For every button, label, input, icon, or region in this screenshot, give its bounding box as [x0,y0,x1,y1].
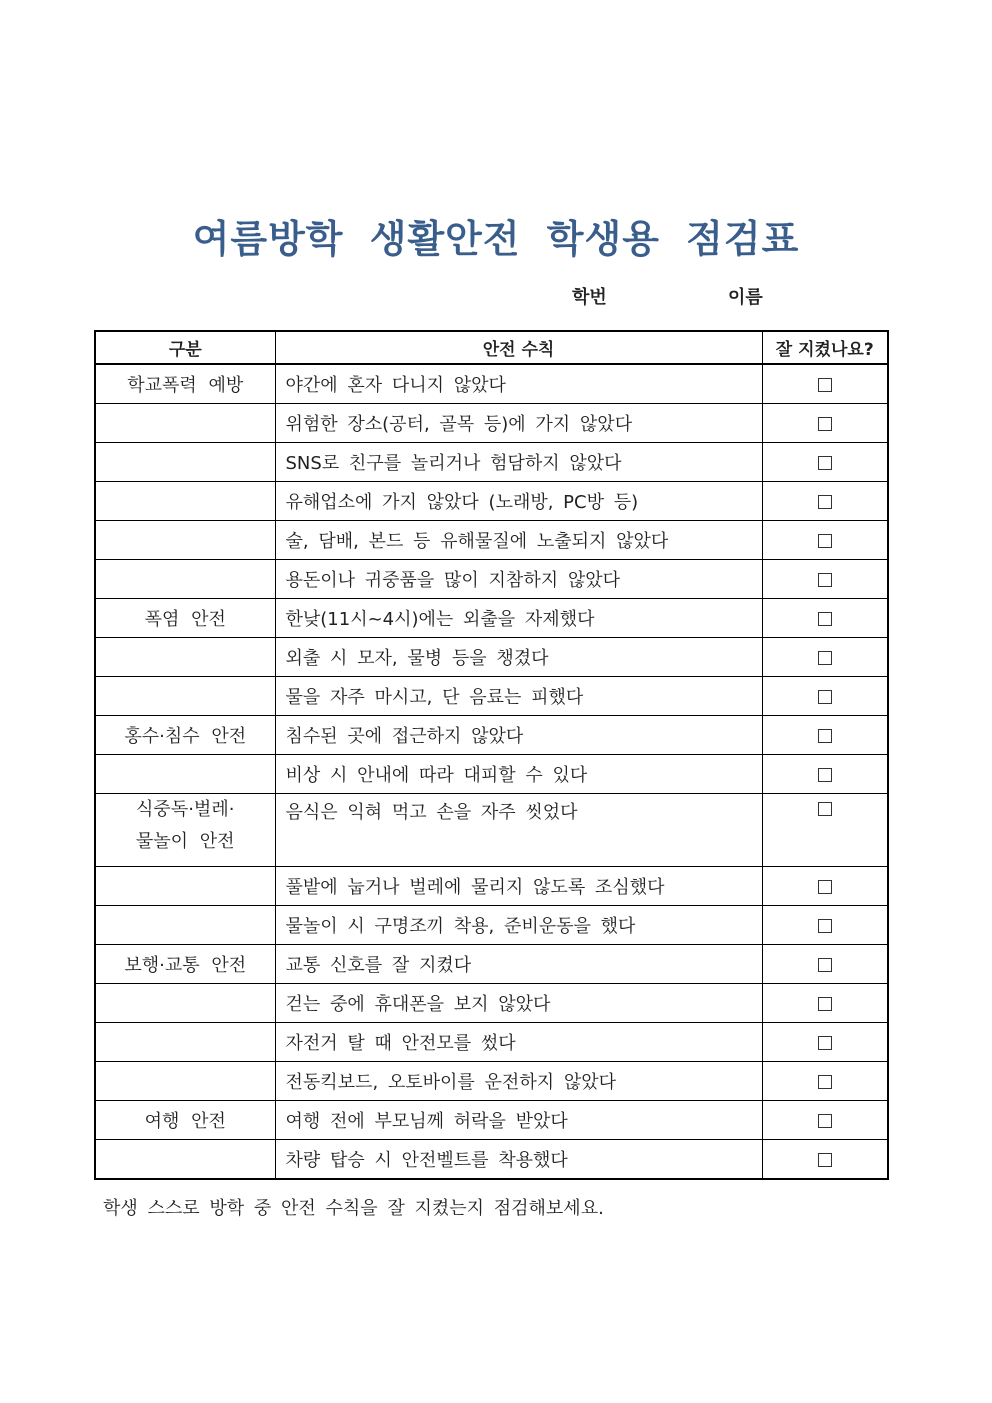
category-cell [95,638,275,677]
category-cell: 학교폭력 예방 [95,364,275,404]
category-cell: 보행·교통 안전 [95,945,275,984]
rule-cell: 물놀이 시 구명조끼 착용, 준비운동을 했다 [275,906,762,945]
rule-cell: 자전거 탈 때 안전모를 썼다 [275,1023,762,1062]
checkbox[interactable] [818,651,832,665]
category-cell [95,794,275,867]
rule-cell: 차량 탑승 시 안전벨트를 착용했다 [275,1140,762,1180]
check-cell [762,1023,888,1062]
check-cell [762,677,888,716]
student-name-label: 이름 [728,287,763,308]
table-row [95,638,888,677]
checkbox[interactable] [818,768,832,782]
rule-cell: 풀밭에 눕거나 벌레에 물리지 않도록 조심했다 [275,867,762,906]
checkbox[interactable] [818,495,832,509]
checkbox[interactable] [818,456,832,470]
checkbox[interactable] [818,573,832,587]
category-cell [95,984,275,1023]
category-cell [95,867,275,906]
rule-cell: 야간에 혼자 다니지 않았다 [275,364,762,404]
rule-cell: 술, 담배, 본드 등 유해물질에 노출되지 않았다 [275,521,762,560]
category-cell: 여행 안전 [95,1101,275,1140]
check-cell [762,794,888,867]
checkbox[interactable] [818,919,832,933]
rule-cell: 여행 전에 부모님께 허락을 받았다 [275,1101,762,1140]
table-row [95,599,888,638]
checkbox[interactable] [818,729,832,743]
category-cell [95,443,275,482]
table-row [95,1140,888,1180]
check-cell [762,945,888,984]
checkbox[interactable] [818,690,832,704]
table-row [95,867,888,906]
rule-cell: 비상 시 안내에 따라 대피할 수 있다 [275,755,762,794]
table-row [95,482,888,521]
rule-cell: 전동킥보드, 오토바이를 운전하지 않았다 [275,1062,762,1101]
rule-cell: 용돈이나 귀중품을 많이 지참하지 않았다 [275,560,762,599]
rule-cell: 음식은 익혀 먹고 손을 자주 씻었다 [275,794,762,867]
safety-checklist-table [94,330,889,1180]
checkbox[interactable] [818,958,832,972]
check-cell [762,1062,888,1101]
check-cell [762,984,888,1023]
table-row [95,677,888,716]
table-row [95,755,888,794]
table-header-row [95,331,888,364]
check-cell [762,443,888,482]
check-cell [762,867,888,906]
table-row [95,1023,888,1062]
category-cell [95,1062,275,1101]
checkbox[interactable] [818,1114,832,1128]
header-category: 구분 [95,331,275,364]
checkbox[interactable] [818,1075,832,1089]
category-cell [95,1023,275,1062]
category-cell [95,677,275,716]
check-cell [762,404,888,443]
table-row [95,521,888,560]
table-row [95,560,888,599]
checkbox[interactable] [818,880,832,894]
check-cell [762,560,888,599]
check-cell [762,482,888,521]
rule-cell: 위험한 장소(공터, 골목 등)에 가지 않았다 [275,404,762,443]
rule-cell: 외출 시 모자, 물병 등을 챙겼다 [275,638,762,677]
page-title: 여름방학 생활안전 학생용 점검표 [192,217,800,261]
category-cell: 폭염 안전 [95,599,275,638]
table-row [95,364,888,404]
checkbox[interactable] [818,417,832,431]
footer-note: 학생 스스로 방학 중 안전 수칙을 잘 지켰는지 점검해보세요. [103,1198,604,1219]
checkbox[interactable] [818,612,832,626]
category-line-1: 식중독·벌레· [136,799,235,820]
checkbox[interactable] [818,534,832,548]
category-cell [95,755,275,794]
check-cell [762,638,888,677]
rule-cell: SNS로 친구를 놀리거나 험담하지 않았다 [275,443,762,482]
checkbox[interactable] [818,802,832,816]
check-cell [762,716,888,755]
table-row [95,906,888,945]
rule-cell: 물을 자주 마시고, 단 음료는 피했다 [275,677,762,716]
table-row [95,1062,888,1101]
student-id-label: 학번 [572,287,607,308]
table-row [95,716,888,755]
category-cell [95,482,275,521]
category-line-2: 물놀이 안전 [135,831,235,852]
category-cell [95,521,275,560]
header-rule: 안전 수칙 [275,331,762,364]
table-row [95,945,888,984]
checkbox[interactable] [818,997,832,1011]
rule-cell: 교통 신호를 잘 지켰다 [275,945,762,984]
table-row [95,794,888,867]
category-cell [95,404,275,443]
checkbox[interactable] [818,1153,832,1167]
check-cell [762,755,888,794]
check-cell [762,1140,888,1180]
category-cell [95,560,275,599]
rule-cell: 걷는 중에 휴대폰을 보지 않았다 [275,984,762,1023]
table-row [95,443,888,482]
table-row [95,984,888,1023]
check-cell [762,599,888,638]
rule-cell: 한낮(11시~4시)에는 외출을 자제했다 [275,599,762,638]
check-cell [762,1101,888,1140]
category-cell: 홍수·침수 안전 [95,716,275,755]
rule-cell: 침수된 곳에 접근하지 않았다 [275,716,762,755]
checkbox[interactable] [818,378,832,392]
table-row [95,1101,888,1140]
check-cell [762,364,888,404]
checkbox[interactable] [818,1036,832,1050]
check-cell [762,906,888,945]
category-cell [95,1140,275,1180]
table-row [95,404,888,443]
category-cell [95,906,275,945]
check-cell [762,521,888,560]
header-check: 잘 지켰나요? [762,331,888,364]
rule-cell: 유해업소에 가지 않았다 (노래방, PC방 등) [275,482,762,521]
